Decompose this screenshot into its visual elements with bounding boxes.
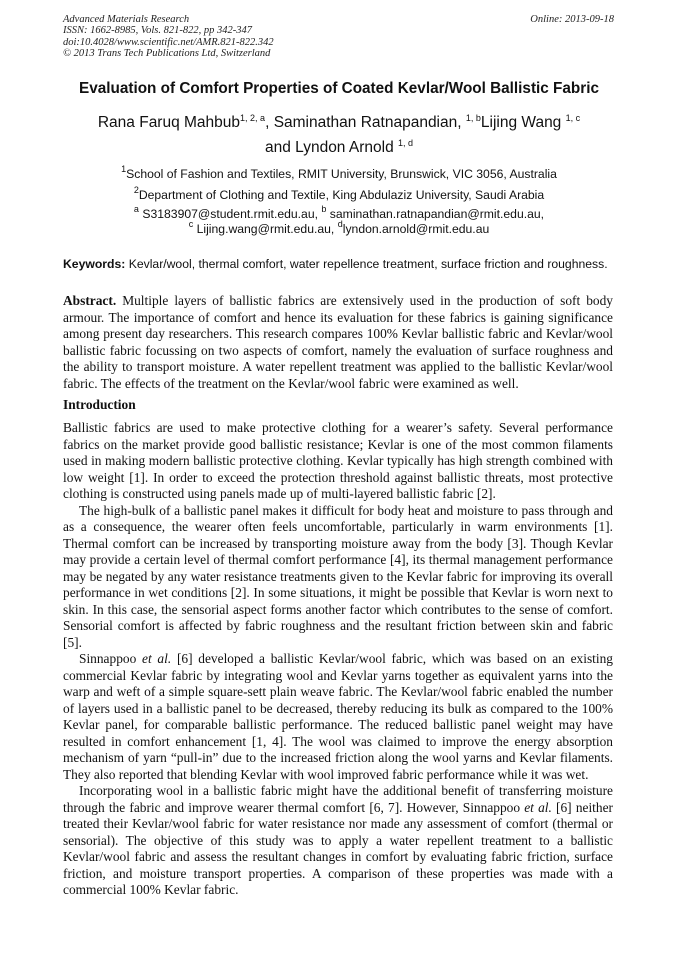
affiliation-line: $^1$School of Fashion and Textiles, RMIT University, Brunswick, VIC 3056, Australia	[121, 164, 557, 181]
author-name: Saminathan Ratnapandian,	[273, 114, 462, 131]
doi-line: doi:10.4028/www.scientific.net/AMR.821-822.342	[63, 36, 274, 48]
affiliation-line: $^2$Department of Clothing and Textile, King Abdulaziz University, Saudi Arabia	[133, 185, 545, 202]
keywords-text: Kevlar/wool, thermal comfort, water repellence treatment, surface friction and roughness.	[128, 257, 608, 271]
author-sup: 1, b	[465, 113, 481, 123]
paragraph: The high-bulk of a ballistic panel makes it difficult for body heat and moisture to pass through and as a consequence, the wearer often feels uncomfortable, particularly in warm environments [1]. Thermal comfort can be increased by transporting moisture away from the body [3]. Though Kevlar may provide a certain level of thermal comfort performance [4], its thermal management performance may be negated by any water resistance treatments given to the Kevlar fabric for improving its overall performance in wet conditions [2]. In some situations, it might be possible that Kevlar is worn next to skin. In this case, the sensorial aspect forms another factor which contributes to the sense of comfort. Sensorial comfort is affected by fabric roughness and the resultant friction between skin and fabric [5].	[63, 502, 613, 650]
author-name: Lijing Wang	[480, 114, 562, 131]
affiliations	[0, 164, 678, 237]
paragraph: Ballistic fabrics are used to make protective clothing for a wearer’s safety. Several performance fabrics on the market provide good ballistic resistance; Kevlar is one of the most common filaments used in making modern ballistic protective clothing. Kevlar typically has high strength combined with low weight [1]. In order to exceed the protection threshold against ballistic threats, most protective clothing is constructed using panels made up of multi-layered ballistic fabric [2].	[63, 420, 613, 501]
introduction-body	[63, 420, 613, 899]
keywords	[63, 257, 613, 272]
copyright-line: © 2013 Trans Tech Publications Ltd, Switzerland	[63, 47, 271, 59]
journal-header	[63, 14, 274, 59]
email-link[interactable]: saminathan.ratnapandian@rmit.edu.au,	[329, 207, 545, 221]
issn-line: ISSN: 1662-8985, Vols. 821-822, pp 342-347	[63, 25, 252, 37]
keywords-label: Keywords:	[63, 257, 126, 271]
author-sup: 1, 2, a	[240, 113, 266, 123]
paragraph: Incorporating wool in a ballistic fabric might have the additional benefit of transferring moisture through the fabric and improve wearer thermal comfort [6, 7]. However, Sinnappoo et al. [6] neither treated their Kevlar/wool fabric for water resistance nor made any assessment of comfort (thermal or sensorial). The objective of this study was to apply a water repellent treatment to a ballistic Kevlar/wool fabric and assess the resultant changes in comfort by evaluating fabric friction, surface friction, and moisture transport properties. A comparison of these properties was made with a commercial 100% Kevlar fabric.	[63, 783, 613, 897]
paper-title: Evaluation of Comfort Properties of Coated Kevlar/Wool Ballistic Fabric	[79, 80, 599, 97]
email-link[interactable]: lyndon.arnold@rmit.edu.au	[342, 222, 490, 236]
paragraph: Sinnappoo et al. [6] developed a ballistic Kevlar/wool fabric, which was based on an existing commercial Kevlar fabric by integrating wool and Kevlar yarns together as equivalent yarns into the warp and weft of a simple square-sett plain weave fabric. The Kevlar/wool fabric enabled the number of layers used in a ballistic panel to be decreased, thereby reducing its bulk as compared to the 100% Kevlar panel, for comparable ballistic performance. The reduced ballistic panel weight may have resulted in comfort enhancement [1, 4]. The wool was claimed to improve the energy absorption mechanism of yarn “pull-in” due to the increased friction along the wool yarns and Kevlar filaments. They also reported that blending Kevlar with wool improved fabric performance while it was wet.	[63, 651, 613, 782]
email-list: $^a$ S3183907@student.rmit.edu.au, $^b$ saminathan.ratnapandian@rmit.edu.au, $^c$ Lijing.wang@rmit.edu.au, $^d$lyndon.arnold@rmit.edu.au	[133, 204, 545, 236]
author-sup: 1, d	[398, 138, 414, 148]
abstract	[63, 293, 613, 392]
section-heading-introduction: Introduction	[63, 397, 136, 412]
abstract-label: Abstract.	[63, 293, 117, 308]
author-sup: 1, c	[565, 113, 581, 123]
email-link[interactable]: S3183907@student.rmit.edu.au,	[142, 207, 318, 221]
online-date: Online: 2013-09-18	[530, 14, 614, 25]
email-link[interactable]: Lijing.wang@rmit.edu.au,	[196, 222, 335, 236]
abstract-text: Multiple layers of ballistic fabrics are extensively used in the production of soft body armour. The importance of comfort and hence its evaluation for these fabrics is gaining significance among present day researchers. This research compares 100% Kevlar ballistic fabric and Kevlar/wool ballistic fabric focussing on two aspects of comfort, namely the evaluation of surface roughness and the ability to transport moisture. A water repellent treatment was applied to the ballistic Kevlar/wool fabric. The effects of the treatment on the Kevlar/wool fabric were examined as well.	[63, 293, 613, 391]
journal-name: Advanced Materials Research	[63, 14, 190, 25]
author-name: and Lyndon Arnold	[264, 139, 394, 156]
author-name: Rana Faruq Mahbub	[97, 114, 241, 131]
author-list: Rana Faruq Mahbub$^{1, 2, a}$, Saminathan Ratnapandian, $^{1, b}$Lijing Wang $^{1, c}$ and Lyndon Arnold $^{1, d}$	[97, 113, 581, 156]
